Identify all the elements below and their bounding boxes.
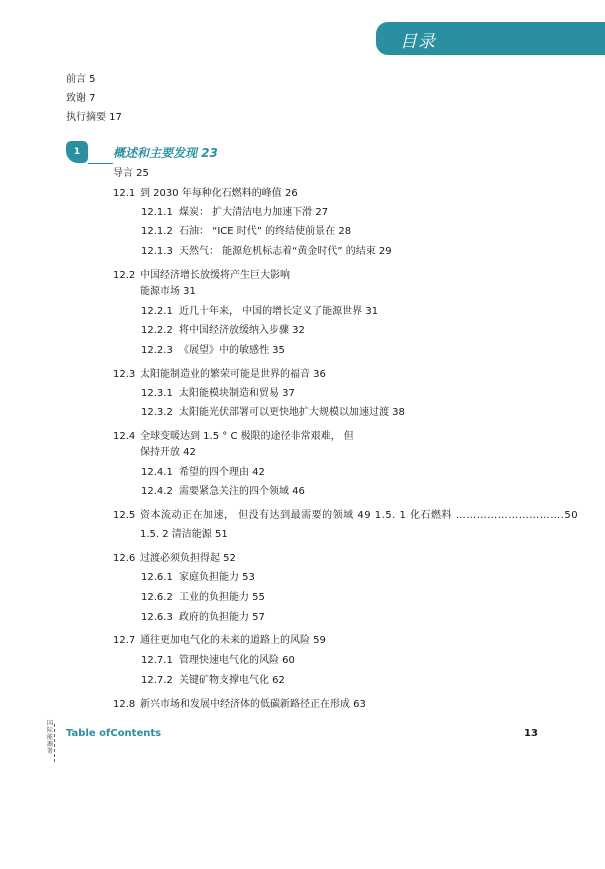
toc-entry-text: 到 2030 年每种化石燃料的峰值 26 bbox=[140, 188, 298, 199]
toc-entry-text: 家庭负担能力 53 bbox=[179, 572, 255, 583]
toc-entry[interactable] bbox=[113, 635, 326, 647]
toc-entry[interactable] bbox=[141, 325, 305, 337]
toc-front-acknowledgements[interactable]: 致谢 7 bbox=[66, 93, 96, 104]
toc-entry-continuation[interactable]: 1.5. 2 清洁能源 51 bbox=[140, 529, 228, 540]
toc-entry-number: 12.3 bbox=[113, 369, 136, 380]
side-dashed-rule bbox=[54, 724, 55, 762]
toc-entry-number: 12.4.1 bbox=[141, 467, 173, 478]
toc-entry-text: 资本流动正在加速， 但没有达到最需要的领域 49 1.5. 1 化石燃料 ………………………….50 bbox=[140, 510, 579, 521]
toc-entry[interactable] bbox=[141, 388, 295, 400]
toc-entry[interactable] bbox=[141, 592, 265, 604]
toc-entry-text: 太阳能制造业的繁荣可能是世界的福音 36 bbox=[140, 369, 326, 380]
toc-entry-number: 12.2.3 bbox=[141, 345, 173, 356]
toc-entry-text: 政府的负担能力 57 bbox=[179, 612, 265, 623]
page-number: 13 bbox=[524, 728, 538, 739]
toc-entry-number: 12.1.2 bbox=[141, 226, 173, 237]
toc-entry-number: 12.2.2 bbox=[141, 325, 173, 336]
toc-entry-number: 12.3.2 bbox=[141, 407, 173, 418]
toc-entry-text: 石油： “ICE 时代” 的终结使前景在 28 bbox=[179, 226, 352, 237]
toc-entry-continuation[interactable]: 保持开放 42 bbox=[140, 447, 196, 458]
toc-entry[interactable] bbox=[141, 486, 305, 498]
toc-entry[interactable] bbox=[141, 207, 328, 219]
toc-entry-number: 12.4 bbox=[113, 431, 136, 442]
toc-entry-text: 《展望》中的敏感性 35 bbox=[179, 345, 285, 356]
side-publisher-text: 国际能源署 bbox=[47, 720, 54, 755]
toc-entry-number: 12.2 bbox=[113, 270, 136, 281]
toc-entry-text: 新兴市场和发展中经济体的低碳新路径正在形成 63 bbox=[140, 699, 366, 710]
toc-entry-number: 12.7.1 bbox=[141, 655, 173, 666]
toc-entry[interactable] bbox=[141, 675, 285, 687]
toc-entry-number: 12.6 bbox=[113, 553, 136, 564]
toc-entry-number: 12.1.1 bbox=[141, 207, 173, 218]
toc-entry-number: 12.6.2 bbox=[141, 592, 173, 603]
toc-entry-text: 关键矿物支撑电气化 62 bbox=[179, 675, 285, 686]
toc-entry-number: 12.3.1 bbox=[141, 388, 173, 399]
toc-entry-text: 中国经济增长放缓将产生巨大影响 bbox=[140, 270, 290, 281]
toc-entry-number: 12.7 bbox=[113, 635, 136, 646]
toc-entry-number: 12.8 bbox=[113, 699, 136, 710]
chapter-title[interactable]: 概述和主要发现 23 bbox=[113, 146, 218, 160]
toc-entry[interactable] bbox=[141, 345, 285, 357]
toc-entry[interactable] bbox=[113, 369, 326, 381]
toc-chapter-intro[interactable]: 导言 25 bbox=[113, 168, 149, 179]
toc-entry-number: 12.6.3 bbox=[141, 612, 173, 623]
toc-entry-text: 需要紧急关注的四个领域 46 bbox=[179, 486, 305, 497]
chapter-underline bbox=[88, 163, 113, 164]
toc-entry-number: 12.2.1 bbox=[141, 306, 173, 317]
toc-entry-number: 12.7.2 bbox=[141, 675, 173, 686]
toc-entry[interactable] bbox=[141, 655, 295, 667]
header-title: 目录 bbox=[400, 32, 436, 52]
toc-entry[interactable] bbox=[141, 612, 265, 624]
toc-entry[interactable] bbox=[141, 407, 405, 419]
toc-entry-number: 12.4.2 bbox=[141, 486, 173, 497]
toc-entry[interactable] bbox=[141, 306, 378, 318]
toc-entry[interactable] bbox=[113, 188, 298, 200]
toc-entry-text: 天然气： 能源危机标志着“黄金时代” 的结束 29 bbox=[179, 246, 392, 257]
toc-entry-text: 太阳能模块制造和贸易 37 bbox=[179, 388, 295, 399]
toc-entry[interactable] bbox=[113, 510, 578, 522]
footer-title: Table ofContents bbox=[66, 728, 162, 739]
toc-entry-text: 过渡必须负担得起 52 bbox=[140, 553, 236, 564]
toc-entry[interactable] bbox=[113, 699, 366, 711]
toc-entry-text: 通往更加电气化的未来的道路上的风险 59 bbox=[140, 635, 326, 646]
toc-entry-number: 12.1.3 bbox=[141, 246, 173, 257]
toc-entry[interactable] bbox=[141, 246, 392, 258]
toc-entry-text: 太阳能光伏部署可以更快地扩大规模以加速过渡 38 bbox=[179, 407, 405, 418]
toc-entry-number: 12.5 bbox=[113, 510, 136, 521]
toc-entry[interactable] bbox=[141, 467, 265, 479]
toc-entry-text: 希望的四个理由 42 bbox=[179, 467, 265, 478]
toc-entry[interactable] bbox=[141, 226, 351, 238]
toc-entry-text: 全球变暖达到 1.5 ° C 极限的途径非常艰难， 但 bbox=[140, 431, 354, 442]
toc-entry-number: 12.6.1 bbox=[141, 572, 173, 583]
toc-entry-text: 工业的负担能力 55 bbox=[179, 592, 265, 603]
toc-entry-text: 管理快速电气化的风险 60 bbox=[179, 655, 295, 666]
toc-entry-text: 煤炭： 扩大清洁电力加速下滑 27 bbox=[179, 207, 329, 218]
toc-entry-text: 近几十年来， 中国的增长定义了能源世界 31 bbox=[179, 306, 379, 317]
toc-entry[interactable] bbox=[113, 553, 236, 565]
chapter-number-badge: 1 bbox=[66, 141, 88, 163]
toc-entry[interactable] bbox=[141, 572, 255, 584]
toc-entry[interactable] bbox=[113, 270, 290, 282]
toc-front-preface[interactable]: 前言 5 bbox=[66, 74, 96, 85]
toc-entry-text: 将中国经济放缓纳入步骤 32 bbox=[179, 325, 305, 336]
toc-entry-number: 12.1 bbox=[113, 188, 136, 199]
toc-front-executive-summary[interactable]: 执行摘要 17 bbox=[66, 112, 122, 123]
toc-entry[interactable] bbox=[113, 431, 354, 443]
toc-entry-continuation[interactable]: 能源市场 31 bbox=[140, 286, 196, 297]
header-tab bbox=[376, 22, 605, 55]
